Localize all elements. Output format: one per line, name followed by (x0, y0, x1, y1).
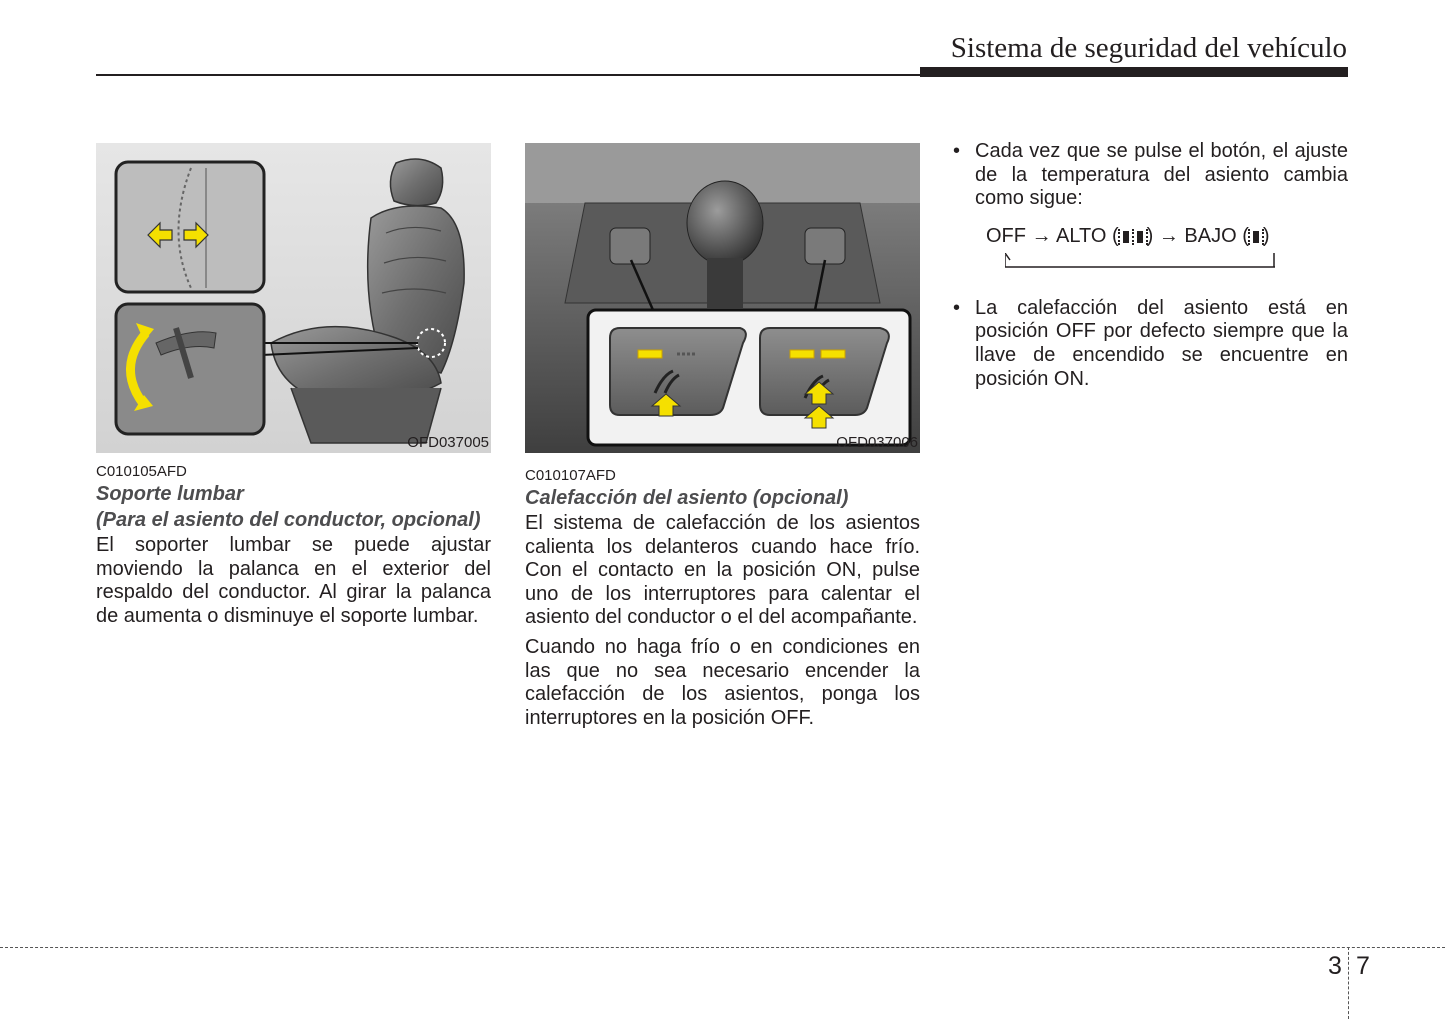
loop-back-arrow-icon (1005, 253, 1275, 277)
heating-body-2: Cuando no haga frío o en condiciones en las que no sea necesario encender la calefacción de los asientos, ponga los interruptores en la posición OFF. (525, 635, 920, 729)
heat-led-icon (1121, 229, 1131, 245)
header-rule (96, 74, 920, 76)
footer-rule (0, 947, 1445, 948)
lumbar-subheading: (Para el asiento del conductor, opcional) (96, 509, 481, 531)
sequence-line (986, 225, 1270, 248)
seq-close: ) (1262, 224, 1270, 247)
lumbar-seat-illustration (96, 143, 491, 453)
page-number: 7 (1356, 952, 1370, 980)
lumbar-body: El soporter lumbar se puede ajustar moviendo la palanca en el exterior del respaldo del conductor. Al girar la palanca de aumenta o disminuye el soporte lumbar. (96, 534, 491, 627)
lumbar-figure (96, 143, 491, 453)
heat-led-icon (1251, 229, 1261, 245)
seq-arrow: → (1031, 224, 1052, 247)
heat-led-icon (1135, 229, 1145, 245)
header-bar (920, 67, 1348, 77)
figure-code: OFD037006 (836, 434, 918, 451)
seq-close: ) (1146, 224, 1154, 247)
heating-console-illustration (525, 143, 920, 453)
bullet-item (953, 297, 1348, 391)
bullet-item (953, 140, 1348, 211)
heating-figure (525, 143, 920, 453)
seq-high: ALTO ( (1056, 224, 1119, 247)
bullet-text: La calefacción del asiento está en posición OFF por defecto siempre que la llave de encendido se encuentre en posición ON. (975, 296, 1348, 390)
section-code: C010107AFD (525, 467, 616, 484)
seq-off: OFF (986, 224, 1026, 247)
footer-divider (1348, 947, 1349, 1019)
column-heating-notes (953, 140, 1348, 391)
column-heating (525, 143, 920, 730)
heating-heading: Calefacción del asiento (opcional) (525, 487, 849, 509)
bullet-dot: • (953, 140, 961, 162)
lumbar-heading: Soporte lumbar (96, 483, 244, 505)
bullet-text: Cada vez que se pulse el botón, el ajuste de la temperatura del asiento cambia como sigue: (975, 140, 1348, 210)
section-code: C010105AFD (96, 463, 187, 480)
bullet-dot: • (953, 296, 961, 319)
seq-low: BAJO ( (1184, 224, 1249, 247)
section-title: Sistema de seguridad del vehículo (950, 32, 1347, 64)
column-lumbar (96, 143, 491, 628)
figure-code: OFD037005 (407, 434, 489, 451)
seq-arrow: → (1158, 224, 1179, 247)
temperature-sequence (953, 225, 1348, 289)
chapter-number: 3 (1328, 952, 1342, 980)
heating-body-1: El sistema de calefacción de los asientos calienta los delanteros cuando hace frío. Con el contacto en la posición ON, pulse uno de los interruptores para calentar el asiento del conductor o el del acompañante. (525, 512, 920, 629)
